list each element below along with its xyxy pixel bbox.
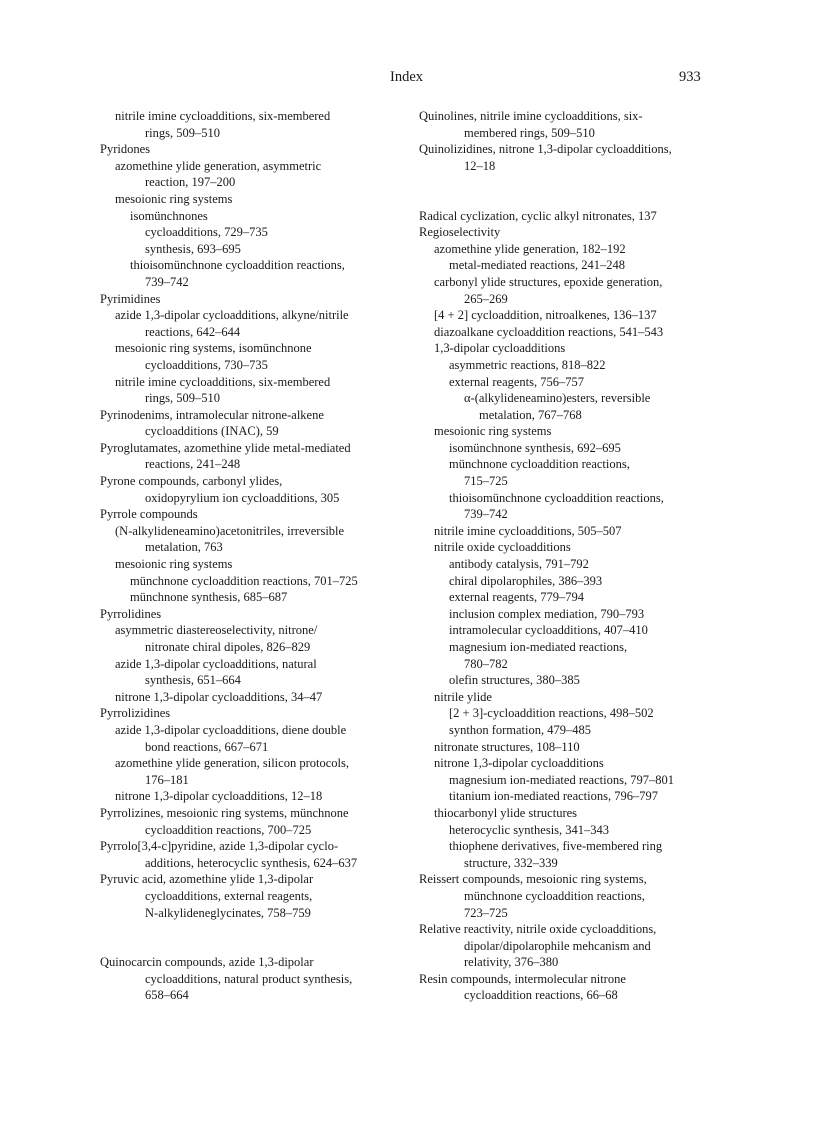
index-entry: [2 + 3]-cycloaddition reactions, 498–502 bbox=[449, 706, 654, 721]
index-entry: azomethine ylide generation, asymmetric bbox=[115, 158, 322, 173]
index-entry: nitrile oxide cycloadditions bbox=[434, 540, 571, 555]
index-entry: rings, 509–510 bbox=[145, 391, 220, 406]
index-entry: α-(alkylideneamino)esters, reversible bbox=[464, 391, 651, 406]
index-entry: Pyrimidines bbox=[100, 291, 161, 306]
index-entry: magnesium ion-mediated reactions, 797–801 bbox=[449, 772, 674, 787]
index-entry: 739–742 bbox=[464, 507, 508, 522]
index-spacer bbox=[419, 174, 724, 191]
index-entry: münchnone cycloaddition reactions, 701–725 bbox=[130, 573, 358, 588]
index-entry: cycloadditions, 730–735 bbox=[145, 357, 268, 372]
index-entry: Quinocarcin compounds, azide 1,3-dipolar bbox=[100, 955, 314, 970]
index-entry: relativity, 376–380 bbox=[464, 955, 559, 970]
index-entry: external reagents, 779–794 bbox=[449, 590, 585, 605]
index-entry: nitrile imine cycloadditions, 505–507 bbox=[434, 523, 622, 538]
index-entry: azide 1,3-dipolar cycloadditions, natural bbox=[115, 656, 317, 671]
index-entry: 739–742 bbox=[145, 274, 189, 289]
index-entry: nitrone 1,3-dipolar cycloadditions, 12–18 bbox=[115, 789, 323, 804]
index-entry: nitrile imine cycloadditions, six-membered bbox=[115, 374, 331, 389]
index-entry: nitrone 1,3-dipolar cycloadditions bbox=[434, 756, 604, 771]
index-entry: cycloaddition reactions, 66–68 bbox=[464, 988, 618, 1003]
index-entry: thioisomünchnone cycloaddition reactions, bbox=[130, 258, 345, 273]
index-entry: 265–269 bbox=[464, 291, 508, 306]
index-entry: magnesium ion-mediated reactions, bbox=[449, 640, 628, 654]
index-entry: reaction, 197–200 bbox=[145, 175, 236, 190]
index-entry: cycloadditions, external reagents, bbox=[145, 888, 313, 903]
index-entry: Reissert compounds, mesoionic ring systems, bbox=[419, 872, 647, 887]
running-header bbox=[0, 69, 816, 91]
index-entry: Pyrrolizines, mesoionic ring systems, münchnone bbox=[100, 805, 349, 820]
index-entry: azomethine ylide generation, silicon protocols, bbox=[115, 756, 349, 771]
index-entry: Relative reactivity, nitrile oxide cycloadditions, bbox=[419, 922, 657, 937]
index-entry: nitrile ylide bbox=[434, 689, 492, 704]
index-entry: external reagents, 756–757 bbox=[449, 374, 585, 389]
index-entry: heterocyclic synthesis, 341–343 bbox=[449, 822, 610, 837]
index-entry: membered rings, 509–510 bbox=[464, 125, 595, 140]
index-entry: Pyruvic acid, azomethine ylide 1,3-dipolar bbox=[100, 872, 314, 887]
index-entry: azide 1,3-dipolar cycloadditions, diene double bbox=[115, 722, 347, 737]
index-spacer bbox=[100, 921, 405, 938]
index-entry: carbonyl ylide structures, epoxide generation, bbox=[434, 274, 663, 289]
index-entry: diazoalkane cycloaddition reactions, 541–543 bbox=[434, 324, 664, 339]
index-entry: 12–18 bbox=[464, 158, 496, 173]
index-entry: reactions, 241–248 bbox=[145, 457, 241, 472]
index-entry: Pyrrolo[3,4-c]pyridine, azide 1,3-dipolar cyclo- bbox=[100, 839, 339, 854]
index-entry: 723–725 bbox=[464, 905, 508, 920]
index-entry: reactions, 642–644 bbox=[145, 324, 241, 339]
index-entry: nitronate structures, 108–110 bbox=[434, 739, 580, 754]
index-entry: 1,3-dipolar cycloadditions bbox=[434, 341, 566, 356]
index-entry: (N-alkylideneamino)acetonitriles, irreversible bbox=[115, 523, 345, 538]
index-entry: münchnone cycloaddition reactions, bbox=[464, 888, 645, 903]
index-entry: Quinolines, nitrile imine cycloadditions, six- bbox=[419, 109, 643, 123]
index-entry: Pyrinodenims, intramolecular nitrone-alkene bbox=[100, 407, 324, 422]
index-entry: cycloadditions, natural product synthesis, bbox=[145, 971, 353, 986]
index-entry: N-alkylideneglycinates, 758–759 bbox=[145, 905, 311, 920]
index-entry: mesoionic ring systems bbox=[115, 191, 233, 206]
index-entry: Pyridones bbox=[100, 142, 150, 157]
index-entry: asymmetric diastereoselectivity, nitrone/ bbox=[115, 623, 318, 638]
index-entry: cycloadditions, 729–735 bbox=[145, 225, 268, 240]
index-spacer bbox=[100, 938, 405, 955]
index-entry: münchnone cycloaddition reactions, bbox=[449, 457, 630, 472]
index-entry: metalation, 763 bbox=[145, 540, 223, 555]
index-entry: thiophene derivatives, five-membered ring bbox=[449, 839, 663, 854]
index-entry: Quinolizidines, nitrone 1,3-dipolar cycloadditions, bbox=[419, 142, 672, 157]
index-column-right bbox=[419, 108, 724, 1004]
index-entry: Radical cyclization, cyclic alkyl nitronates, 137 bbox=[419, 208, 657, 223]
index-entry: nitrone 1,3-dipolar cycloadditions, 34–47 bbox=[115, 689, 323, 704]
index-entry: nitrile imine cycloadditions, six-membered bbox=[115, 109, 331, 123]
index-entry: Resin compounds, intermolecular nitrone bbox=[419, 971, 626, 986]
index-entry: intramolecular cycloadditions, 407–410 bbox=[449, 623, 648, 638]
index-entry: isomünchnone synthesis, 692–695 bbox=[449, 440, 621, 455]
index-entry: azide 1,3-dipolar cycloadditions, alkyne/nitrile bbox=[115, 308, 349, 323]
index-entry: cycloaddition reactions, 700–725 bbox=[145, 822, 312, 837]
index-entry: asymmetric reactions, 818–822 bbox=[449, 357, 606, 372]
index-entry: Regioselectivity bbox=[419, 225, 501, 240]
index-entry: 658–664 bbox=[145, 988, 189, 1003]
index-entry: Pyroglutamates, azomethine ylide metal-mediated bbox=[100, 440, 351, 455]
index-entry: Pyrone compounds, carbonyl ylides, bbox=[100, 474, 283, 489]
header-title: Index bbox=[390, 69, 424, 85]
index-entry: titanium ion-mediated reactions, 796–797 bbox=[449, 789, 658, 804]
index-entry: nitronate chiral dipoles, 826–829 bbox=[145, 640, 311, 654]
index-entry: Pyrrolidines bbox=[100, 606, 162, 621]
index-entry: inclusion complex mediation, 790–793 bbox=[449, 606, 645, 621]
index-entry: metalation, 767–768 bbox=[479, 407, 582, 422]
index-entry: bond reactions, 667–671 bbox=[145, 739, 269, 754]
index-entry: münchnone synthesis, 685–687 bbox=[130, 590, 288, 605]
index-entry: cycloadditions (INAC), 59 bbox=[145, 424, 279, 439]
index-entry: thiocarbonyl ylide structures bbox=[434, 805, 578, 820]
index-entry: olefin structures, 380–385 bbox=[449, 673, 580, 688]
index-entry: Pyrrole compounds bbox=[100, 507, 198, 522]
index-entry: thioisomünchnone cycloaddition reactions, bbox=[449, 490, 664, 505]
index-entry: 780–782 bbox=[464, 656, 508, 671]
index-entry: Pyrrolizidines bbox=[100, 706, 171, 721]
page-number: 933 bbox=[679, 69, 701, 85]
index-entry: synthon formation, 479–485 bbox=[449, 722, 592, 737]
index-entry: [4 + 2] cycloaddition, nitroalkenes, 136–137 bbox=[434, 308, 657, 323]
index-entry: additions, heterocyclic synthesis, 624–637 bbox=[145, 855, 358, 870]
index-spacer bbox=[419, 191, 724, 208]
index-column-left bbox=[100, 108, 405, 1004]
index-entry: mesoionic ring systems bbox=[115, 557, 233, 572]
index-entry: 176–181 bbox=[145, 772, 189, 787]
index-entry: mesoionic ring systems bbox=[434, 424, 552, 439]
index-entry: rings, 509–510 bbox=[145, 125, 220, 140]
index-entry: azomethine ylide generation, 182–192 bbox=[434, 241, 626, 256]
index-entry: chiral dipolarophiles, 386–393 bbox=[449, 573, 603, 588]
index-entry: dipolar/dipolarophile mehcanism and bbox=[464, 938, 651, 953]
index-entry: mesoionic ring systems, isomünchnone bbox=[115, 341, 312, 356]
index-entry: structure, 332–339 bbox=[464, 855, 558, 870]
index-entry: synthesis, 693–695 bbox=[145, 241, 241, 256]
index-entry: isomünchnones bbox=[130, 208, 208, 223]
index-entry: oxidopyrylium ion cycloadditions, 305 bbox=[145, 490, 340, 505]
index-entry: 715–725 bbox=[464, 474, 508, 489]
index-entry: metal-mediated reactions, 241–248 bbox=[449, 258, 625, 273]
index-entry: synthesis, 651–664 bbox=[145, 673, 241, 688]
index-entry: antibody catalysis, 791–792 bbox=[449, 557, 589, 572]
